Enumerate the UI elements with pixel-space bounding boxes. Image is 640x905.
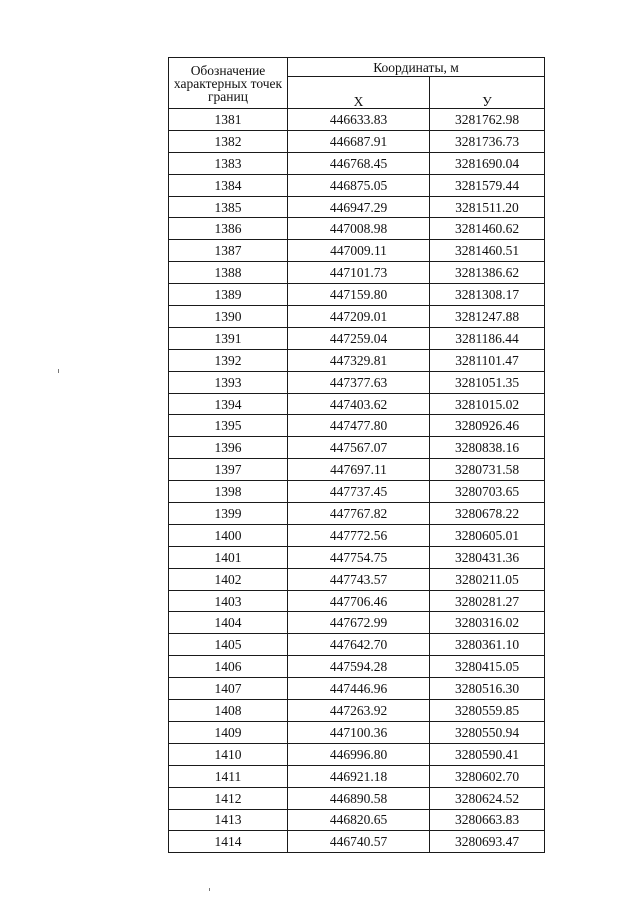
x-coordinate-cell: 447642.70 — [288, 634, 430, 656]
point-number-cell: 1399 — [169, 503, 288, 525]
y-coordinate-cell: 3281101.47 — [430, 349, 545, 371]
table-row — [169, 678, 545, 700]
point-number-cell: 1385 — [169, 196, 288, 218]
x-coordinate-cell: 447209.01 — [288, 306, 430, 328]
point-number-cell: 1398 — [169, 481, 288, 503]
table-row — [169, 700, 545, 722]
y-coordinate-cell: 3281308.17 — [430, 284, 545, 306]
table-header — [169, 58, 545, 109]
y-column-header: У — [430, 77, 545, 109]
y-coordinate-cell: 3280926.46 — [430, 415, 545, 437]
point-number-cell: 1407 — [169, 678, 288, 700]
table-row — [169, 481, 545, 503]
y-coordinate-cell: 3281736.73 — [430, 130, 545, 152]
x-coordinate-cell: 447697.11 — [288, 459, 430, 481]
point-number-cell: 1396 — [169, 437, 288, 459]
y-coordinate-cell: 3281386.62 — [430, 262, 545, 284]
x-coordinate-cell: 447594.28 — [288, 656, 430, 678]
y-coordinate-cell: 3280590.41 — [430, 743, 545, 765]
point-number-cell: 1382 — [169, 130, 288, 152]
table-row — [169, 743, 545, 765]
point-number-cell: 1395 — [169, 415, 288, 437]
x-coordinate-cell: 446687.91 — [288, 130, 430, 152]
point-number-cell: 1383 — [169, 152, 288, 174]
y-coordinate-cell: 3281511.20 — [430, 196, 545, 218]
table-row — [169, 306, 545, 328]
x-coordinate-cell: 447008.98 — [288, 218, 430, 240]
table-row — [169, 459, 545, 481]
point-number-cell: 1384 — [169, 174, 288, 196]
x-coordinate-cell: 446890.58 — [288, 787, 430, 809]
y-coordinate-cell: 3281051.35 — [430, 371, 545, 393]
y-coordinate-cell: 3280559.85 — [430, 700, 545, 722]
coordinates-table — [168, 57, 545, 853]
point-number-cell: 1406 — [169, 656, 288, 678]
point-number-cell: 1394 — [169, 393, 288, 415]
scan-mark — [209, 888, 210, 891]
x-coordinate-cell: 446633.83 — [288, 109, 430, 131]
x-coordinate-cell: 447263.92 — [288, 700, 430, 722]
table-row — [169, 437, 545, 459]
point-number-cell: 1391 — [169, 327, 288, 349]
point-number-cell: 1414 — [169, 831, 288, 853]
table-row — [169, 524, 545, 546]
table-row — [169, 218, 545, 240]
x-coordinate-cell: 447009.11 — [288, 240, 430, 262]
y-coordinate-cell: 3280624.52 — [430, 787, 545, 809]
point-number-cell: 1381 — [169, 109, 288, 131]
point-designation-header: Обозначение характерных точек границ — [169, 58, 288, 109]
point-number-cell: 1413 — [169, 809, 288, 831]
x-coordinate-cell: 447259.04 — [288, 327, 430, 349]
table-row — [169, 349, 545, 371]
y-coordinate-cell: 3281186.44 — [430, 327, 545, 349]
table-row — [169, 109, 545, 131]
x-coordinate-cell: 446820.65 — [288, 809, 430, 831]
point-number-cell: 1404 — [169, 612, 288, 634]
x-coordinate-cell: 447101.73 — [288, 262, 430, 284]
point-number-cell: 1403 — [169, 590, 288, 612]
y-coordinate-cell: 3280431.36 — [430, 546, 545, 568]
x-coordinate-cell: 447377.63 — [288, 371, 430, 393]
table-row — [169, 831, 545, 853]
table-row — [169, 240, 545, 262]
x-coordinate-cell: 447737.45 — [288, 481, 430, 503]
point-number-cell: 1386 — [169, 218, 288, 240]
table-row — [169, 721, 545, 743]
point-number-cell: 1387 — [169, 240, 288, 262]
point-number-cell: 1401 — [169, 546, 288, 568]
y-coordinate-cell: 3281579.44 — [430, 174, 545, 196]
x-column-header: X — [288, 77, 430, 109]
coordinates-document — [168, 57, 544, 853]
table-row — [169, 590, 545, 612]
y-coordinate-cell: 3280602.70 — [430, 765, 545, 787]
point-number-cell: 1392 — [169, 349, 288, 371]
table-row — [169, 765, 545, 787]
y-coordinate-cell: 3280838.16 — [430, 437, 545, 459]
table-row — [169, 262, 545, 284]
point-number-cell: 1400 — [169, 524, 288, 546]
table-row — [169, 371, 545, 393]
table-row — [169, 327, 545, 349]
table-row — [169, 130, 545, 152]
point-number-cell: 1412 — [169, 787, 288, 809]
y-coordinate-cell: 3281247.88 — [430, 306, 545, 328]
table-row — [169, 546, 545, 568]
y-coordinate-cell: 3280281.27 — [430, 590, 545, 612]
table-row — [169, 284, 545, 306]
table-row — [169, 809, 545, 831]
x-coordinate-cell: 447477.80 — [288, 415, 430, 437]
point-number-cell: 1408 — [169, 700, 288, 722]
table-row — [169, 656, 545, 678]
y-coordinate-cell: 3280415.05 — [430, 656, 545, 678]
x-coordinate-cell: 446996.80 — [288, 743, 430, 765]
y-coordinate-cell: 3280703.65 — [430, 481, 545, 503]
table-row — [169, 787, 545, 809]
x-coordinate-cell: 447767.82 — [288, 503, 430, 525]
y-coordinate-cell: 3280516.30 — [430, 678, 545, 700]
table-row — [169, 415, 545, 437]
x-coordinate-cell: 447567.07 — [288, 437, 430, 459]
y-coordinate-cell: 3280693.47 — [430, 831, 545, 853]
y-coordinate-cell: 3280550.94 — [430, 721, 545, 743]
scan-mark — [58, 369, 59, 373]
table-body — [169, 109, 545, 853]
x-coordinate-cell: 447706.46 — [288, 590, 430, 612]
table-row — [169, 174, 545, 196]
table-row — [169, 612, 545, 634]
point-number-cell: 1397 — [169, 459, 288, 481]
x-coordinate-cell: 446875.05 — [288, 174, 430, 196]
y-coordinate-cell: 3281460.51 — [430, 240, 545, 262]
table-row — [169, 634, 545, 656]
point-number-cell: 1388 — [169, 262, 288, 284]
point-number-cell: 1411 — [169, 765, 288, 787]
x-coordinate-cell: 447403.62 — [288, 393, 430, 415]
x-coordinate-cell: 446921.18 — [288, 765, 430, 787]
point-number-cell: 1390 — [169, 306, 288, 328]
table-row — [169, 196, 545, 218]
x-coordinate-cell: 446768.45 — [288, 152, 430, 174]
x-coordinate-cell: 446947.29 — [288, 196, 430, 218]
coordinates-header: Координаты, м — [288, 58, 545, 77]
table-row — [169, 568, 545, 590]
point-number-cell: 1409 — [169, 721, 288, 743]
y-coordinate-cell: 3280605.01 — [430, 524, 545, 546]
point-number-cell: 1410 — [169, 743, 288, 765]
x-coordinate-cell: 447100.36 — [288, 721, 430, 743]
x-coordinate-cell: 447159.80 — [288, 284, 430, 306]
x-coordinate-cell: 447329.81 — [288, 349, 430, 371]
y-coordinate-cell: 3280678.22 — [430, 503, 545, 525]
x-coordinate-cell: 447754.75 — [288, 546, 430, 568]
x-coordinate-cell: 447743.57 — [288, 568, 430, 590]
x-coordinate-cell: 447772.56 — [288, 524, 430, 546]
table-row — [169, 393, 545, 415]
y-coordinate-cell: 3280361.10 — [430, 634, 545, 656]
y-coordinate-cell: 3281690.04 — [430, 152, 545, 174]
y-coordinate-cell: 3280663.83 — [430, 809, 545, 831]
x-coordinate-cell: 446740.57 — [288, 831, 430, 853]
point-number-cell: 1402 — [169, 568, 288, 590]
point-number-cell: 1389 — [169, 284, 288, 306]
y-coordinate-cell: 3281460.62 — [430, 218, 545, 240]
y-coordinate-cell: 3280211.05 — [430, 568, 545, 590]
y-coordinate-cell: 3281015.02 — [430, 393, 545, 415]
x-coordinate-cell: 447446.96 — [288, 678, 430, 700]
y-coordinate-cell: 3280316.02 — [430, 612, 545, 634]
y-coordinate-cell: 3280731.58 — [430, 459, 545, 481]
y-coordinate-cell: 3281762.98 — [430, 109, 545, 131]
x-coordinate-cell: 447672.99 — [288, 612, 430, 634]
table-row — [169, 152, 545, 174]
point-number-cell: 1405 — [169, 634, 288, 656]
table-row — [169, 503, 545, 525]
point-number-cell: 1393 — [169, 371, 288, 393]
